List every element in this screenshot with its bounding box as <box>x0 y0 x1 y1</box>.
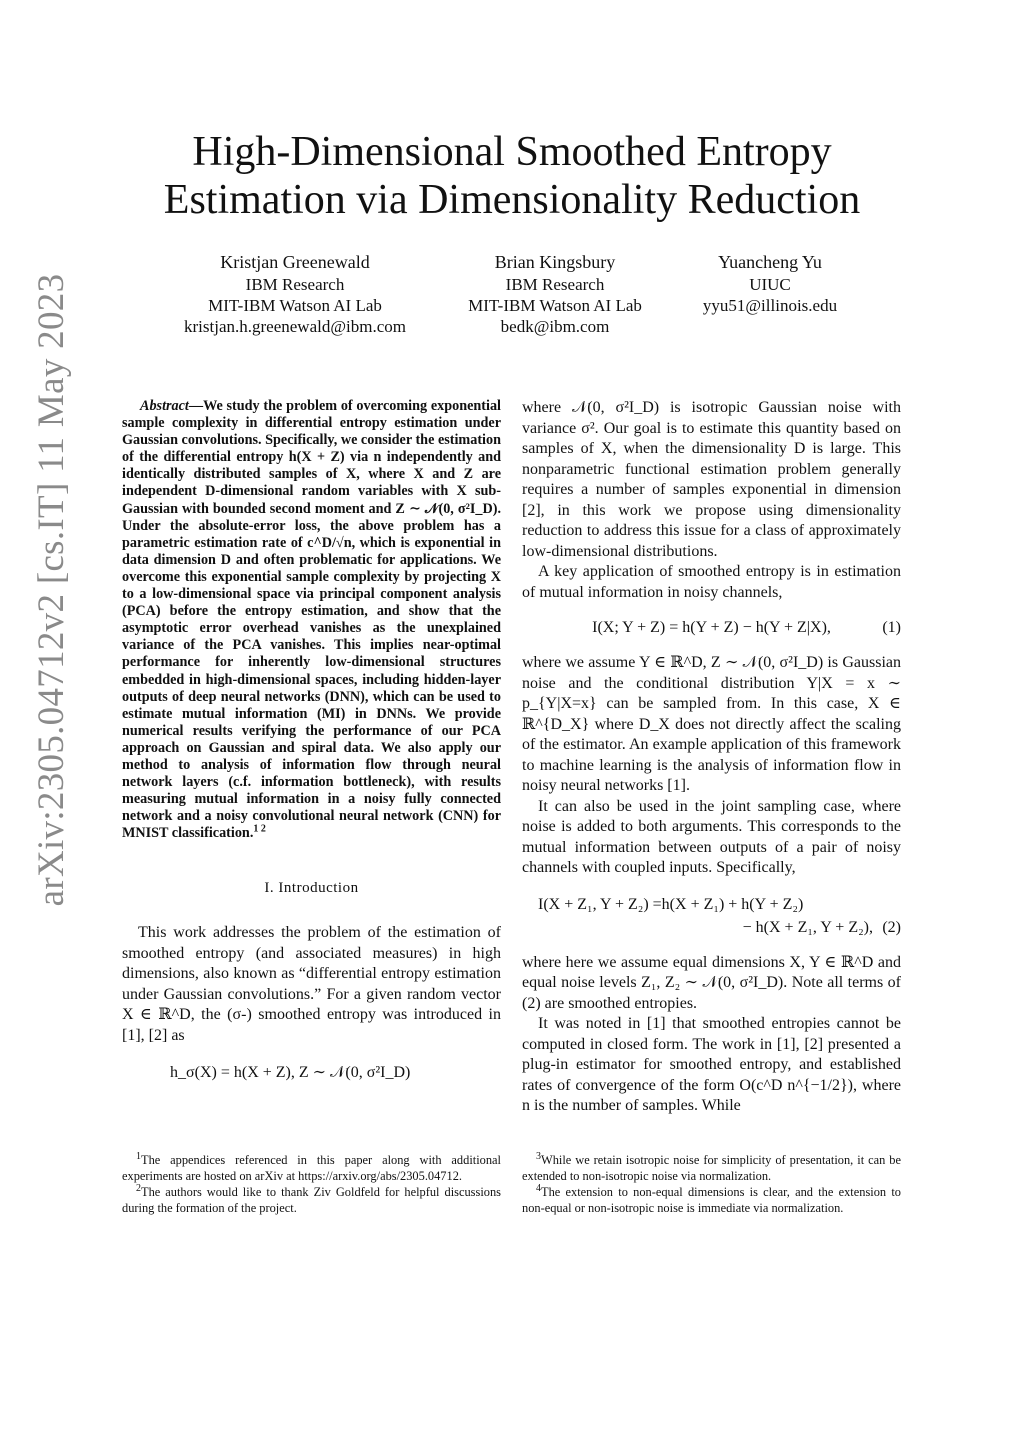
author-email[interactable]: bedk@ibm.com <box>500 317 610 336</box>
continued-paragraph: where 𝒩(0, σ²I_D) is isotropic Gaussian noise with variance σ². Our goal is to estimate this quantity based on samples of X, when the dimensionality D is large. This nonparametric functional estimation problem generally requires a number of samples exponential in dimension [2], in this work we propose using dimensionality reduction to address this issue for a class of approximately low-dimensional distributions. <box>522 399 901 560</box>
footnote-mark: 2 <box>136 1182 141 1194</box>
footnote-3 <box>522 1152 901 1184</box>
intro-paragraph: This work addresses the problem of the estimation of smoothed entropy (and associated measures) in high dimensions, also known as “differential entropy estimation under Gaussian convolutions.” For a given random vector X ∈ ℝ^D, the (σ-) smoothed entropy was introduced in [1], [2] as <box>122 924 501 1044</box>
closed-form-paragraph: It was noted in [1] that smoothed entropies cannot be computed in closed form. The work in [1], [2] presented a plug-in estimator for smoothed entropy, and established rates of convergence of the form O(c^D n^{−1/2}), where n is the number of samples. While <box>522 1015 901 1114</box>
footnote-mark: 3 <box>536 1150 541 1162</box>
equal-dimensions-paragraph: where here we assume equal dimensions X, Y ∈ ℝ^D and equal noise levels Z₁, Z₂ ∼ 𝒩(0, σ²I_D). Note all terms of (2) are smoothed entropies. <box>522 953 901 1012</box>
author-email[interactable]: yyu51@illinois.edu <box>702 296 838 315</box>
author-affiliation: IBM Research <box>245 275 345 294</box>
author-lab: MIT-IBM Watson AI Lab <box>208 296 382 315</box>
abstract <box>122 398 501 842</box>
footnote-text: The extension to non-equal dimensions is clear, and the extension to non-equal or non-isotropic noise is immediate via normalization. <box>522 1185 901 1215</box>
abstract-label: Abstract <box>140 398 189 414</box>
author-1 <box>170 250 420 337</box>
right-column <box>522 398 901 1117</box>
author-name: Yuancheng Yu <box>718 252 822 272</box>
footnote-mark: 4 <box>536 1182 541 1194</box>
equation-smoothed-entropy: h_σ(X) = h(X + Z), Z ∼ 𝒩(0, σ²I_D) <box>170 1064 411 1082</box>
author-email[interactable]: kristjan.h.greenewald@ibm.com <box>184 317 406 336</box>
equation-2 <box>522 893 901 939</box>
equation-2-line-2: − h(X + Z₁, Y + Z₂), <box>742 918 873 936</box>
section-heading-introduction: I. Introduction <box>264 880 359 897</box>
assumption-paragraph: where we assume Y ∈ ℝ^D, Z ∼ 𝒩(0, σ²I_D) is Gaussian noise and the conditional distribution Y|X = x ∼ p_{Y|X=x} can be sampled from. In this case, X ∈ ℝ^{D_X} where D_X does not directly affect the scaling of the estimator. An example application of this framework to machine learning is the analysis of information flow in noisy neural networks [1]. <box>522 654 901 794</box>
right-footnotes <box>522 1152 901 1216</box>
footnote-2 <box>122 1184 501 1216</box>
author-2 <box>440 250 670 337</box>
mi-application-paragraph: A key application of smoothed entropy is in estimation of mutual information in noisy channels, <box>522 563 901 601</box>
left-footnotes <box>122 1152 501 1216</box>
equation-2-number: (2) <box>882 918 901 936</box>
author-affiliation: UIUC <box>749 275 791 294</box>
author-3 <box>690 250 850 316</box>
footnote-text: While we retain isotropic noise for simplicity of presentation, it can be extended to non-isotropic noise via normalization. <box>522 1153 901 1183</box>
author-affiliation: IBM Research <box>505 275 605 294</box>
author-name: Kristjan Greenewald <box>220 252 370 272</box>
equation-1-body: I(X; Y + Z) = h(Y + Z) − h(Y + Z|X), <box>592 619 831 636</box>
author-name: Brian Kingsbury <box>494 252 616 272</box>
arxiv-identifier-stamp[interactable]: arXiv:2305.04712v2 [cs.IT] 11 May 2023 <box>31 273 72 907</box>
author-lab: MIT-IBM Watson AI Lab <box>468 296 642 315</box>
footnote-text: The authors would like to thank Ziv Goldfeld for helpful discussions during the formation of the project. <box>122 1185 501 1215</box>
equation-1 <box>522 617 901 639</box>
abstract-text: —We study the problem of overcoming exponential sample complexity in differential entropy estimation under Gaussian convolutions. Specifically, we consider the estimation of the differential entropy h(X + Z) via n independently and identically distributed samples of X, where X and Z are independent D-dimensional random variables with X sub-Gaussian with bounded second moment and Z ∼ 𝒩(0, σ²I_D). Under the absolute-error loss, the above problem has a parametric estimation rate of c^D/√n, which is exponential in data dimension D and often problematic for applications. We overcome this exponential sample complexity by projecting X to a low-dimensional space via principal component analysis (PCA) before the entropy estimation, and show that the asymptotic error overhead vanishes as the unexplained variance of the PCA vanishes. This implies near-optimal performance for inherently low-dimensional structures embedded in high-dimensional spaces, including hidden-layer outputs of deep neural networks (DNN), which can be used to estimate mutual information (MI) in DNNs. We provide numerical results verifying the performance of our PCA approach on Gaussian and spiral data. We also apply our method to analysis of information flow through neural network layers (c.f. information bottleneck), with results measuring mutual information in a noisy fully connected network and a noisy convolutional neural network (CNN) for MNIST classification. <box>122 398 501 842</box>
footnote-text[interactable]: The appendices referenced in this paper along with additional experiments are hosted on arXiv at https://arxiv.org/abs/2305.04712. <box>122 1153 501 1183</box>
abstract-footnote-marks[interactable]: 1 2 <box>253 823 266 835</box>
paper-title: High-Dimensional Smoothed Entropy Estimation via Dimensionality Reduction <box>163 129 861 223</box>
footnote-mark: 1 <box>136 1150 141 1162</box>
equation-1-number: (1) <box>882 619 901 636</box>
footnote-1 <box>122 1152 501 1184</box>
equation-2-line-1: I(X + Z₁, Y + Z₂) =h(X + Z₁) + h(Y + Z₂) <box>538 895 804 913</box>
footnote-4 <box>522 1184 901 1216</box>
left-column <box>122 398 501 1098</box>
joint-sampling-paragraph: It can also be used in the joint sampling case, where noise is added to both arguments. This corresponds to the mutual information between outputs of a pair of noisy channels with coupled inputs. Specifically, <box>522 797 901 876</box>
